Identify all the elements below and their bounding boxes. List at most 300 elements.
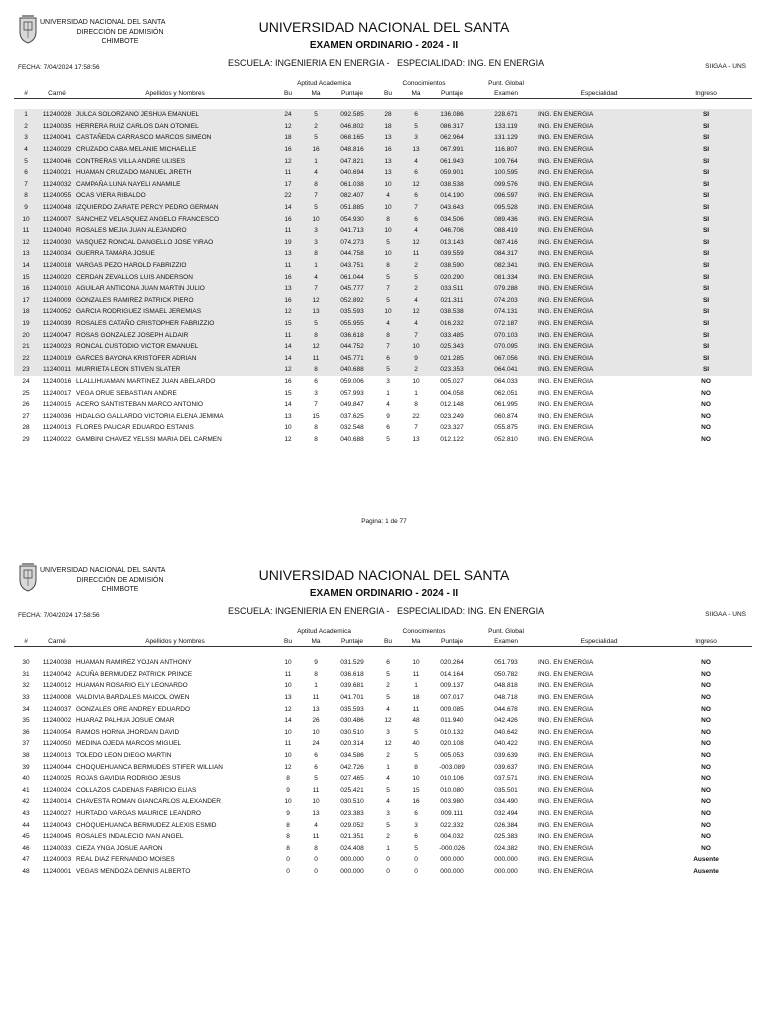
cell-bu1: 0 [286, 856, 290, 864]
cell-p2: 005.053 [440, 752, 464, 760]
cell-exam: 000.000 [494, 867, 518, 875]
cell-ma1: 15 [312, 412, 320, 420]
cell-carne: 11240007 [38, 213, 76, 225]
cell-ma2: 10 [402, 341, 430, 353]
cell-bu2: 5 [386, 435, 390, 443]
cell-exam: 064.041 [474, 364, 538, 376]
cell-p2: 038.538 [430, 179, 474, 191]
cell-ma2: 12 [402, 179, 430, 191]
cell-ing: SI [660, 318, 752, 330]
cell-bu2: 1 [386, 389, 390, 397]
cell-carne: 11240042 [42, 670, 72, 678]
cell-p1: 040.694 [330, 167, 374, 179]
col-carne: Carné [48, 89, 66, 97]
cell-carne: 11240018 [38, 260, 76, 272]
cell-ma1: 1 [314, 682, 318, 690]
cell-exam: 109.764 [474, 155, 538, 167]
cell-ma1: 13 [302, 306, 330, 318]
cell-exam: 081.334 [474, 271, 538, 283]
cell-ma1: 10 [312, 728, 320, 736]
cell-bu2: 5 [386, 694, 390, 702]
cell-bu1: 16 [274, 213, 302, 225]
cell-esp: ING. EN ENERGIA [538, 202, 660, 214]
cell-p2: 000.000 [440, 867, 464, 875]
cell-carne: 11240009 [38, 295, 76, 307]
cell-n: 10 [14, 213, 38, 225]
cell-ma1: 5 [302, 132, 330, 144]
cell-p1: 045.771 [330, 352, 374, 364]
cell-ing: SI [660, 190, 752, 202]
cell-ing: SI [660, 167, 752, 179]
cell-bu2: 10 [374, 179, 402, 191]
cell-ing: SI [660, 283, 752, 295]
cell-nombre: HIDALGO GALLARDO VICTORIA ELENA JEMIMA [76, 412, 224, 420]
cell-bu1: 10 [284, 752, 292, 760]
cell-exam: 040.422 [494, 740, 518, 748]
cell-p1: 049.847 [340, 401, 364, 409]
cell-ing: SI [660, 248, 752, 260]
table-row [14, 248, 752, 260]
cell-esp: ING. EN ENERGIA [538, 798, 594, 806]
cell-p2: 023.249 [440, 412, 464, 420]
cell-esp: ING. EN ENERGIA [538, 132, 660, 144]
cell-bu1: 11 [284, 740, 292, 748]
cell-ing: SI [660, 295, 752, 307]
cell-p1: 052.892 [330, 295, 374, 307]
cell-ma2: 22 [412, 412, 420, 420]
cell-n: 22 [14, 352, 38, 364]
cell-ma2: 8 [414, 401, 418, 409]
cell-nombre: CHAVESTA ROMAN GIANCARLOS ALEXANDER [76, 798, 221, 806]
table-row [14, 866, 752, 878]
cell-carne: 11240014 [42, 798, 72, 806]
cell-bu2: 4 [386, 705, 390, 713]
cell-ma1: 8 [314, 435, 318, 443]
column-header-row [14, 636, 752, 647]
cell-esp: ING. EN ENERGIA [538, 775, 594, 783]
cell-p1: 057.993 [340, 389, 364, 397]
cell-esp: ING. EN ENERGIA [538, 694, 594, 702]
cell-carne: 11240015 [42, 401, 72, 409]
exam-title: EXAMEN ORDINARIO - 2024 - II [309, 588, 459, 599]
cell-nombre: TOLEDO LEON DIEGO MARTIN [76, 752, 172, 760]
cell-exam: 055.875 [494, 424, 518, 432]
cell-bu2: 10 [374, 306, 402, 318]
cell-ing: NO [701, 389, 711, 397]
cell-bu1: 14 [284, 401, 292, 409]
cell-nombre: VARGAS PEZO HAROLD FABRIZZIO [76, 260, 274, 272]
cell-esp: ING. EN ENERGIA [538, 225, 660, 237]
cell-carne: 11240027 [42, 810, 72, 818]
cell-ing: SI [660, 260, 752, 272]
cell-bu1: 9 [286, 786, 290, 794]
cell-n: 25 [22, 389, 30, 397]
cell-n: 6 [14, 167, 38, 179]
cell-n: 1 [14, 109, 38, 121]
cell-exam: 133.119 [474, 121, 538, 133]
cell-ing: NO [701, 844, 711, 852]
col-puntaje1: Puntaje [340, 637, 364, 645]
cell-ing: NO [701, 424, 711, 432]
cell-bu1: 22 [274, 190, 302, 202]
cell-bu2: 12 [384, 717, 392, 725]
cell-p2: 038.590 [430, 260, 474, 272]
cell-ma1: 4 [302, 271, 330, 283]
table-row [14, 750, 752, 762]
table-row [14, 260, 752, 272]
cell-p2: 061.943 [430, 155, 474, 167]
cell-ing: SI [660, 132, 752, 144]
cell-ing: NO [701, 740, 711, 748]
table-row [14, 213, 752, 225]
cell-ma1: 1 [302, 155, 330, 167]
office-name: DIRECCIÓN DE ADMISIÓN [76, 576, 164, 584]
cell-carne: 11240039 [38, 318, 76, 330]
cell-carne: 11240028 [38, 109, 76, 121]
cell-ma1: 9 [314, 659, 318, 667]
cell-carne: 11240019 [38, 352, 76, 364]
cell-nombre: LLALLIHUAMAN MARTINEZ JUAN ABELARDO [76, 377, 216, 385]
city-name: CHIMBOTE [101, 38, 139, 46]
group-header-row [14, 78, 752, 88]
cell-bu2: 7 [374, 341, 402, 353]
cell-ma1: 4 [314, 821, 318, 829]
table-row [14, 376, 752, 388]
cell-ing: Ausente [693, 856, 719, 864]
cell-bu2: 18 [374, 121, 402, 133]
cell-n: 43 [22, 810, 30, 818]
cell-ma1: 3 [302, 225, 330, 237]
cell-n: 48 [22, 867, 30, 875]
cell-p1: 034.586 [340, 752, 364, 760]
cell-p2: 012.148 [440, 401, 464, 409]
col-bu2: Bu [384, 89, 392, 97]
cell-ma2: 6 [402, 190, 430, 202]
cell-n: 7 [14, 179, 38, 191]
cell-ma1: 11 [312, 833, 320, 841]
cell-bu1: 10 [284, 728, 292, 736]
cell-exam: 034.490 [494, 798, 518, 806]
cell-p2: 007.017 [440, 694, 464, 702]
cell-bu1: 19 [274, 237, 302, 249]
cell-nombre: CONTRERAS VILLA ANDRE ULISES [76, 155, 274, 167]
cell-ma2: 12 [402, 237, 430, 249]
table-row [14, 387, 752, 399]
table-row [14, 121, 752, 133]
cell-carne: 11240030 [38, 237, 76, 249]
cell-esp: ING. EN ENERGIA [538, 867, 594, 875]
cell-ma2: 6 [402, 167, 430, 179]
system-name: SIIGAA - UNS [705, 63, 746, 70]
column-header-row [14, 88, 752, 99]
cell-ma2: 10 [412, 775, 420, 783]
table-row [14, 190, 752, 202]
cell-nombre: ACUÑA BERMUDEZ PATRICK PRINCE [76, 670, 193, 678]
col-ma1: Ma [311, 89, 321, 97]
table-row [14, 329, 752, 341]
cell-esp: ING. EN ENERGIA [538, 306, 660, 318]
cell-p2: 010.106 [440, 775, 464, 783]
cell-carne: 11240023 [38, 341, 76, 353]
cell-bu2: 13 [374, 167, 402, 179]
cell-carne: 11240040 [38, 225, 76, 237]
cell-n: 35 [22, 717, 30, 725]
cell-n: 9 [14, 202, 38, 214]
cell-n: 40 [22, 775, 30, 783]
cell-nombre: RAMOS HORNA JHORDAN DAVID [76, 728, 180, 736]
report-date: FECHA: 7/04/2024 17:58:56 [18, 64, 100, 71]
cell-bu2: 5 [374, 271, 402, 283]
cell-bu1: 13 [274, 248, 302, 260]
group-global: Punt. Global [488, 627, 524, 635]
cell-exam: 044.678 [494, 705, 518, 713]
cell-bu1: 14 [274, 352, 302, 364]
institution-name: UNIVERSIDAD NACIONAL DEL SANTA [40, 19, 166, 26]
cell-nombre: ROSALES CATAÑO CRISTOPHER FABRIZZIO [76, 318, 274, 330]
cell-bu2: 8 [374, 260, 402, 272]
col-puntaje2: Puntaje [441, 637, 464, 645]
cell-ma1: 1 [302, 260, 330, 272]
cell-exam: 116.807 [474, 144, 538, 156]
cell-exam: 089.436 [474, 213, 538, 225]
cell-p2: 136.086 [430, 109, 474, 121]
cell-bu1: 14 [284, 717, 292, 725]
cell-ing: NO [701, 401, 711, 409]
cell-exam: 039.639 [494, 752, 518, 760]
cell-p2: 021.285 [430, 352, 474, 364]
cell-carne: 11240033 [42, 844, 72, 852]
cell-p1: 039.681 [340, 682, 364, 690]
cell-esp: ING. EN ENERGIA [538, 155, 660, 167]
cell-exam: 096.597 [474, 190, 538, 202]
cell-p2: 034.506 [430, 213, 474, 225]
cell-nombre: GONZALES RAMIREZ PATRICK PIERO [76, 295, 274, 307]
cell-ma2: 5 [414, 728, 418, 736]
cell-p2: 004.058 [440, 389, 464, 397]
cell-esp: ING. EN ENERGIA [538, 213, 660, 225]
table-row [14, 738, 752, 750]
cell-p2: 021.311 [430, 295, 474, 307]
cell-p1: 061.038 [330, 179, 374, 191]
cell-ma2: 0 [414, 867, 418, 875]
cell-ing: NO [701, 412, 711, 420]
cell-carne: 11240017 [42, 389, 72, 397]
cell-p1: 047.821 [330, 155, 374, 167]
cell-carne: 11240013 [42, 752, 72, 760]
cell-p1: 030.510 [340, 798, 364, 806]
cell-n: 26 [22, 401, 30, 409]
cell-exam: 048.818 [494, 682, 518, 690]
cell-n: 18 [14, 306, 38, 318]
cell-bu2: 9 [386, 412, 390, 420]
cell-ing: NO [701, 798, 711, 806]
cell-carne: 11240011 [38, 364, 76, 376]
cell-p2: 043.643 [430, 202, 474, 214]
cell-esp: ING. EN ENERGIA [538, 329, 660, 341]
cell-ma1: 8 [302, 179, 330, 191]
table-row [14, 669, 752, 681]
cell-exam: 079.288 [474, 283, 538, 295]
cell-esp: ING. EN ENERGIA [538, 121, 660, 133]
cell-exam: 070.095 [474, 341, 538, 353]
cell-esp: ING. EN ENERGIA [538, 271, 660, 283]
cell-bu2: 28 [374, 109, 402, 121]
col-num: # [24, 89, 28, 97]
cell-bu1: 12 [274, 121, 302, 133]
table-row [14, 295, 752, 307]
col-puntaje1: Puntaje [340, 89, 364, 97]
cell-nombre: JULCA SOLORZANO JESHUA EMANUEL [76, 109, 274, 121]
cell-bu1: 11 [274, 225, 302, 237]
cell-p1: 082.407 [330, 190, 374, 202]
cell-bu2: 7 [374, 283, 402, 295]
cell-bu1: 16 [274, 144, 302, 156]
cell-ma2: 48 [412, 717, 420, 725]
cell-bu1: 10 [284, 682, 292, 690]
cell-ma2: 2 [402, 260, 430, 272]
cell-esp: ING. EN ENERGIA [538, 144, 660, 156]
cell-p1: 036.618 [340, 670, 364, 678]
cell-esp: ING. EN ENERGIA [538, 237, 660, 249]
cell-nombre: HUAMAN CRUZADO MANUEL JIRETH [76, 167, 274, 179]
cell-p2: 039.559 [430, 248, 474, 260]
cell-n: 4 [14, 144, 38, 156]
cell-bu1: 24 [274, 109, 302, 121]
cell-esp: ING. EN ENERGIA [538, 341, 660, 353]
cell-carne: 11240021 [38, 167, 76, 179]
cell-exam: 052.810 [494, 435, 518, 443]
cell-ing: SI [660, 155, 752, 167]
cell-ma2: 4 [402, 155, 430, 167]
cell-n: 34 [22, 705, 30, 713]
cell-exam: 042.426 [494, 717, 518, 725]
cell-p2: 033.511 [430, 283, 474, 295]
cell-ma1: 3 [314, 389, 318, 397]
cell-esp: ING. EN ENERGIA [538, 190, 660, 202]
cell-exam: 024.382 [494, 844, 518, 852]
cell-p2: 009.111 [440, 810, 464, 818]
cell-p2: 086.317 [430, 121, 474, 133]
cell-ing: SI [660, 329, 752, 341]
cell-ing: SI [660, 179, 752, 191]
cell-ma2: 9 [402, 352, 430, 364]
cell-ing: NO [701, 786, 711, 794]
table-row [14, 352, 752, 364]
cell-bu2: 1 [386, 763, 390, 771]
cell-n: 23 [14, 364, 38, 376]
cell-p1: 030.486 [340, 717, 364, 725]
cell-p2: 025.343 [430, 341, 474, 353]
cell-bu1: 14 [274, 341, 302, 353]
table-row [14, 761, 752, 773]
group-aptitud: Aptitud Academica [297, 79, 351, 87]
cell-ma2: 18 [412, 694, 420, 702]
cell-nombre: GARCIA RODRIGUEZ ISMAEL JEREMIAS [76, 306, 274, 318]
cell-ma1: 16 [302, 144, 330, 156]
group-conocimientos: Conocimientos [402, 627, 446, 635]
cell-n: 41 [22, 786, 30, 794]
city-name: CHIMBOTE [101, 586, 139, 594]
cell-bu1: 8 [286, 844, 290, 852]
cell-ma2: 6 [414, 833, 418, 841]
cell-carne: 11240037 [42, 705, 72, 713]
cell-p1: 043.751 [330, 260, 374, 272]
cell-p1: 054.930 [330, 213, 374, 225]
table-row [14, 364, 752, 376]
cell-ma1: 3 [302, 237, 330, 249]
cell-carne: 11240035 [38, 121, 76, 133]
cell-n: 15 [14, 271, 38, 283]
cell-n: 11 [14, 225, 38, 237]
cell-bu1: 11 [284, 670, 292, 678]
cell-esp: ING. EN ENERGIA [538, 752, 594, 760]
group-global: Punt. Global [488, 79, 524, 87]
table-row [14, 109, 752, 121]
cell-exam: 088.419 [474, 225, 538, 237]
cell-p1: 051.885 [330, 202, 374, 214]
cell-ma2: 3 [402, 132, 430, 144]
report-title: UNIVERSIDAD NACIONAL DEL SANTA [258, 567, 510, 583]
table-row [14, 773, 752, 785]
cell-ing: NO [701, 763, 711, 771]
cell-n: 17 [14, 295, 38, 307]
cell-ing: NO [701, 670, 711, 678]
cell-n: 33 [22, 694, 30, 702]
cell-exam: 039.637 [494, 763, 518, 771]
cell-carne: 11240041 [38, 132, 76, 144]
cell-exam: 074.203 [474, 295, 538, 307]
cell-nombre: GONZALES ORE ANDREY EDUARDO [76, 705, 191, 713]
cell-esp: ING. EN ENERGIA [538, 682, 594, 690]
col-bu2: Bu [384, 637, 392, 645]
cell-p1: 041.713 [330, 225, 374, 237]
cell-p1: 040.688 [330, 364, 374, 376]
cell-p2: 033.485 [430, 329, 474, 341]
cell-ing: NO [701, 435, 711, 443]
col-ma1: Ma [311, 637, 321, 645]
cell-ing: Ausente [693, 867, 719, 875]
cell-n: 30 [22, 659, 30, 667]
cell-nombre: HERRERA RUIZ CARLOS DAN OTONIEL [76, 121, 274, 133]
table-row [14, 727, 752, 739]
table-row [14, 341, 752, 353]
cell-bu1: 15 [274, 318, 302, 330]
cell-carne: 11240044 [42, 763, 72, 771]
cell-p1: 031.529 [340, 659, 364, 667]
cell-p1: 044.752 [330, 341, 374, 353]
cell-ma2: 11 [402, 248, 430, 260]
cell-esp: ING. EN ENERGIA [538, 705, 594, 713]
cell-ma1: 26 [312, 717, 320, 725]
cell-exam: 035.501 [494, 786, 518, 794]
cell-exam: 025.383 [494, 833, 518, 841]
cell-carne: 11240003 [42, 856, 72, 864]
cell-exam: 072.187 [474, 318, 538, 330]
cell-exam: 099.576 [474, 179, 538, 191]
cell-ma1: 10 [302, 213, 330, 225]
cell-n: 36 [22, 728, 30, 736]
cell-nombre: CAMPAÑA LUNA NAYELI ANAMILE [76, 179, 274, 191]
cell-n: 29 [22, 435, 30, 443]
cell-n: 44 [22, 821, 30, 829]
cell-ing: NO [701, 705, 711, 713]
cell-nombre: VASQUEZ RONCAL DANGELLO JOSE YIRAO [76, 237, 274, 249]
cell-nombre: HURTADO VARGAS MAURICE LEANDRO [76, 810, 201, 818]
cell-p2: 067.991 [430, 144, 474, 156]
cell-carne: 11240052 [38, 306, 76, 318]
cell-n: 20 [14, 329, 38, 341]
report-date: FECHA: 7/04/2024 17:58:56 [18, 612, 100, 619]
